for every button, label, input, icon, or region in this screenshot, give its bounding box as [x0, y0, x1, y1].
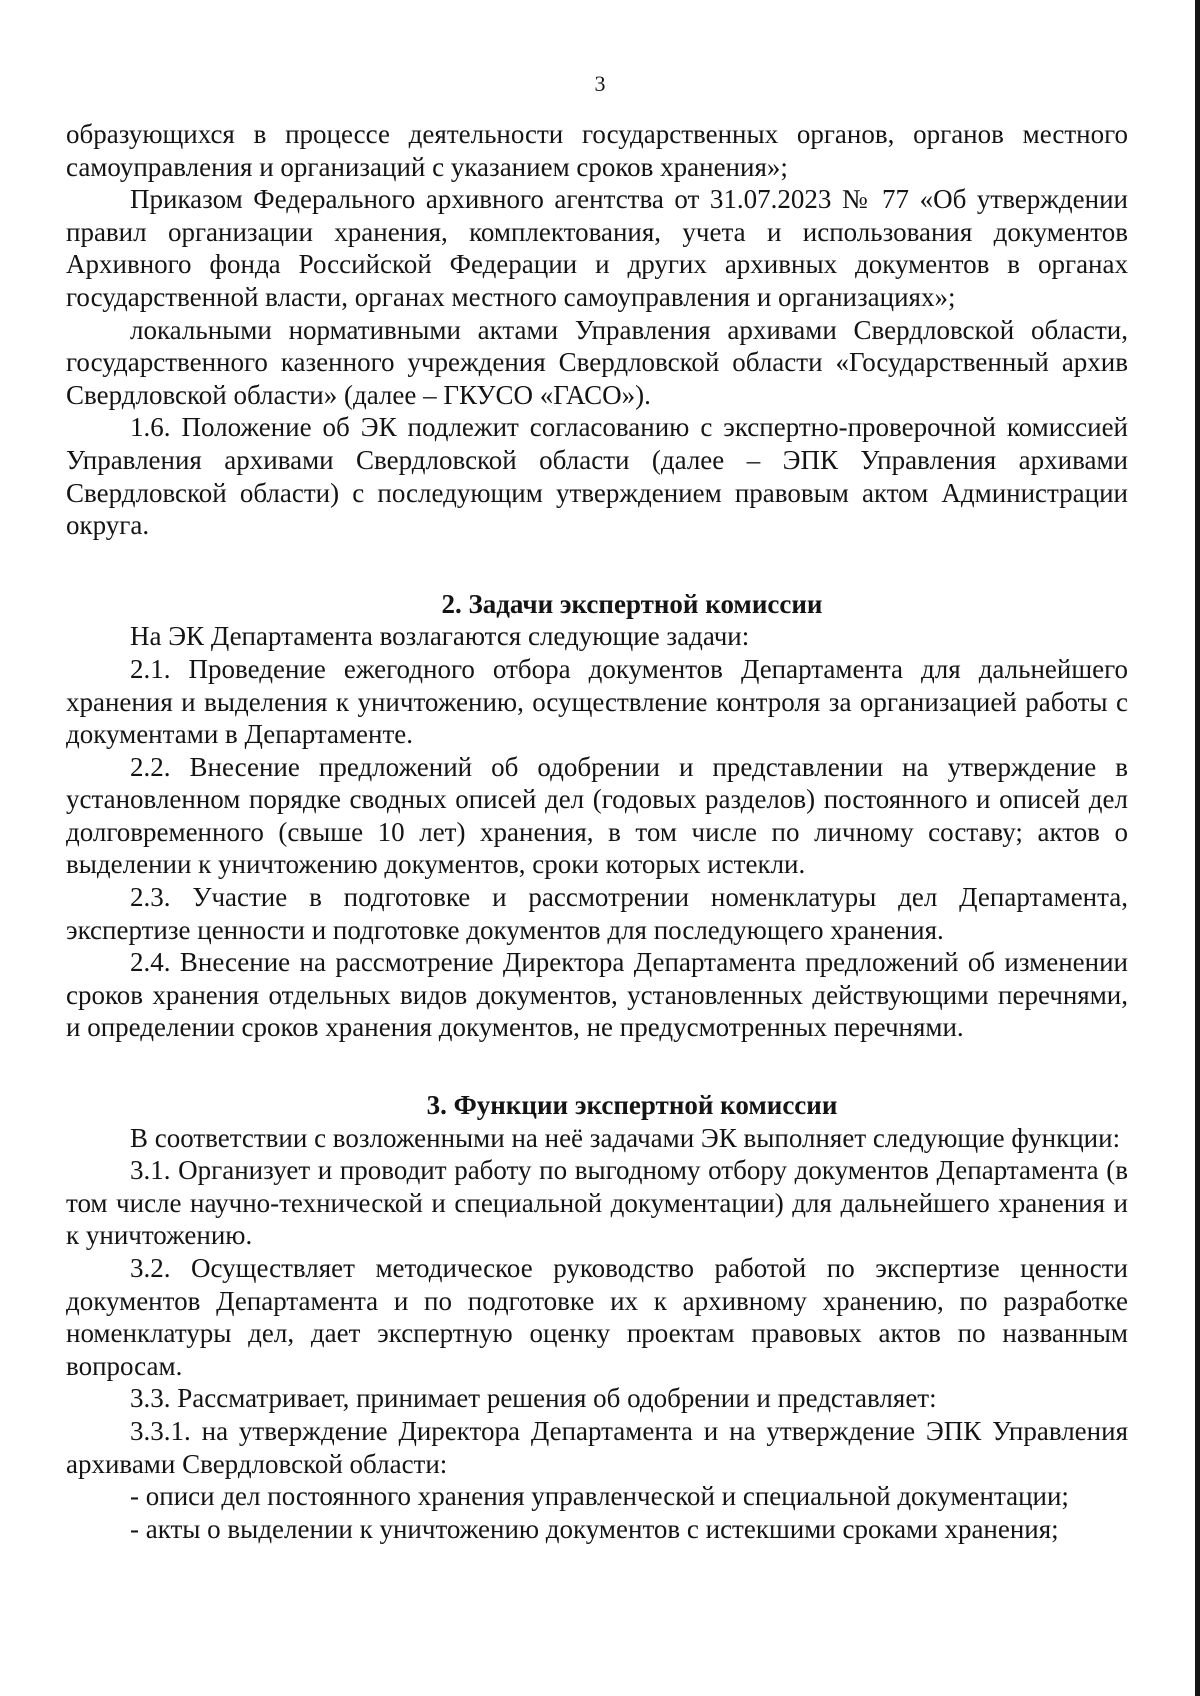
- paragraph-2-3: 2.3. Участие в подготовке и рассмотрении номенклатуры дел Департамента, экспертизе ценности и подготовке документов для последующего хранения.: [66, 882, 1128, 945]
- list-item-destruction-acts: - акты о выделении к уничтожению документов с истекшими сроками хранения;: [130, 1513, 1059, 1544]
- page-number: 3: [594, 71, 606, 96]
- paragraph-3-2: 3.2. Осуществляет методическое руководство работой по экспертизе ценности документов Департамента и по подготовке их к архивному хранению, по разработке номенклатуры дел, дает экспертную оценку проектам правовых актов по названным вопросам.: [66, 1253, 1128, 1381]
- paragraph-1-6: 1.6. Положение об ЭК подлежит согласованию с экспертно-проверочной комиссией Управления архивами Свердловской области (далее – ЭПК Управления архивами Свердловской области) с последующим утверждением правовым актом Администрации округа.: [66, 412, 1128, 541]
- paragraph-3-1: 3.1. Организует и проводит работу по выгодному отбору документов Департамента (в том числе научно-технической и специальной документации) для дальнейшего хранения и к уничтожению.: [66, 1155, 1128, 1251]
- paragraph-local-acts: локальными нормативными актами Управления архивами Свердловской области, государственного казенного учреждения Свердловской области «Государственный архив Свердловской области» (далее – ГКУСО «ГАСО»).: [66, 314, 1128, 410]
- paragraph-continuation: образующихся в процессе деятельности государственных органов, органов местного самоуправления и организаций с указанием сроков хранения»;: [66, 119, 1128, 182]
- paragraph-2-2: 2.2. Внесение предложений об одобрении и представлении на утверждение в установленном порядке сводных описей дел (годовых разделов) постоянного и описей дел долговременного (свыше 10 лет) хранения, в том числе по личному составу; актов о выделении к уничтожению документов, сроки которых истекли.: [66, 751, 1128, 880]
- list-item-inventories: - описи дел постоянного хранения управленческой и специальной документации;: [130, 1481, 1069, 1512]
- page-edge-shadow: [1195, 0, 1200, 1696]
- paragraph-2-4: 2.4. Внесение на рассмотрение Директора Департамента предложений об изменении сроков хранения отдельных видов документов, установленных действующими перечнями, и определении сроков хранения документов, не предусмотренных перечнями.: [66, 947, 1128, 1043]
- spacer: [66, 1044, 1128, 1089]
- section-3-heading: 3. Функции экспертной комиссии: [426, 1090, 838, 1121]
- section-2-intro: На ЭК Департамента возлагаются следующие задачи:: [130, 621, 750, 652]
- paragraph-2-1: 2.1. Проведение ежегодного отбора документов Департамента для дальнейшего хранения и выделения к уничтожению, осуществление контроля за организацией работы с документами в Департаменте.: [66, 653, 1128, 750]
- paragraph-3-3-1: 3.3.1. на утверждение Директора Департамента и на утверждение ЭПК Управления архивами Свердловской области:: [66, 1415, 1128, 1479]
- spacer: [66, 542, 1128, 588]
- paragraph-3-3: 3.3. Рассматривает, принимает решения об одобрении и представляет:: [130, 1383, 937, 1414]
- section-2-heading: 2. Задачи экспертной комиссии: [441, 588, 823, 619]
- document-body: [66, 118, 1128, 1545]
- section-3-intro: В соответствии с возложенными на неё задачами ЭК выполняет следующие функции:: [130, 1122, 1121, 1153]
- paragraph-rosarkhiv-order: Приказом Федерального архивного агентства от 31.07.2023 № 77 «Об утверждении правил организации хранения, комплектования, учета и использования документов Архивного фонда Российской Федерации и других архивных документов в органах государственной власти, органах местного самоуправления и организациях»;: [66, 184, 1128, 312]
